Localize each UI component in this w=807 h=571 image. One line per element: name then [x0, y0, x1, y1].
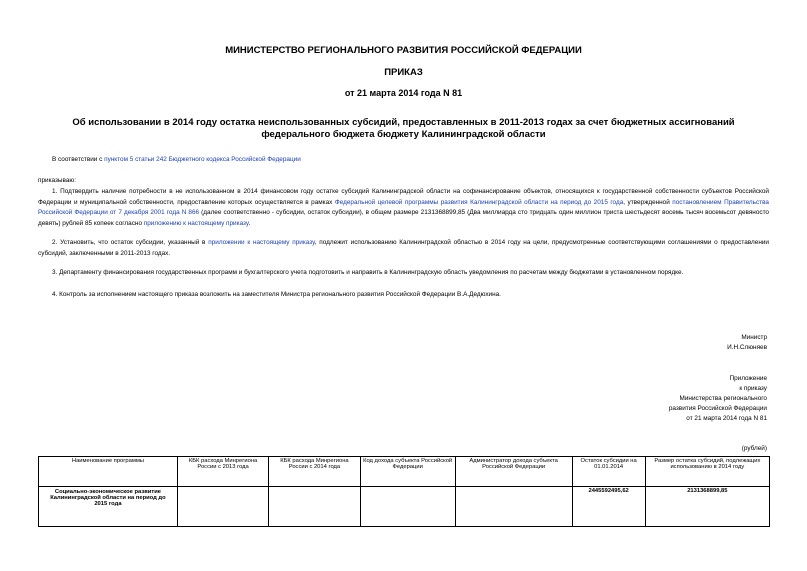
table-header-cell: Администратор дохода субъекта Российской Федерации — [455, 457, 572, 487]
paragraph-4: 4. Контроль за исполнением настоящего приказа возложить на заместителя Министра регионального развития Российской Федерации В.А.Дедюхина. — [52, 291, 501, 298]
table-cell-balance: 2445592495,62 — [572, 487, 645, 527]
p1-text-c: (далее соответственно - субсидии, остаток субсидии), в общем размере 2131368899,85 (Два миллиарда сто тридцать один миллион триста шестьдесят восемь тысяч восемьсот девяносто девять) рублей 85 копеек согласно — [38, 209, 769, 227]
subsidy-table — [38, 456, 770, 527]
p1-text-a: 1. Подтвердить наличие потребности в не использованном в 2014 финансовом году остатке субсидий Калининградской области на софинансирование объектов, относящихся к государственной собственности субъектов Российской Федерации и муниципальной собственности, предоставление которых осуществляется в рамках — [38, 188, 769, 206]
appendix-line-2: к приказу — [739, 385, 767, 392]
paragraph-2 — [38, 238, 769, 259]
signature-position: Министр — [741, 334, 767, 341]
document-title: Об использовании в 2014 году остатка неиспользованных субсидий, предоставленных в 2011-2013 годах за счет бюджетных ассигнований федерального бюджета бюджету Калининградской области — [72, 117, 735, 140]
table-header-cell: Наименование программы — [39, 457, 178, 487]
paragraph-1 — [38, 187, 769, 229]
doc-type-heading: ПРИКАЗ — [384, 67, 423, 78]
p1-text-d: . — [248, 219, 251, 227]
table-cell-amount: 2131368899,85 — [645, 487, 769, 527]
table-cell-program: Социально-экономическое развитие Калининградской области на период до 2015 года — [39, 487, 178, 527]
resolution-link[interactable]: постановлением Правительства Российской Федерации от 7 декабря 2001 года N 866 — [38, 198, 769, 216]
table-cell — [360, 487, 455, 527]
table-cell — [455, 487, 572, 527]
appendix-line-4: развития Российской Федерации — [668, 405, 767, 412]
p1-text-b: , утвержденной — [623, 198, 673, 206]
program-link[interactable]: Федеральной целевой программы развития Калининградской области на период до 2015 года — [334, 198, 624, 206]
table-header-cell: КБК расхода Минрегиона России с 2013 года — [177, 457, 268, 487]
signature-block — [727, 333, 767, 353]
paragraph-3: 3. Департаменту финансирования государственных программ и бухгалтерского учета подготовить и направить в Калининградскую область уведомления по расчетам между бюджетами в установленном порядке. — [52, 269, 684, 276]
appendix-link-1[interactable]: приложению к настоящему приказу — [143, 219, 249, 227]
appendix-line-1: Приложение — [729, 375, 767, 382]
table-cell — [177, 487, 268, 527]
table-header-cell: Код дохода субъекта Российской Федерации — [360, 457, 455, 487]
intro-text: В соответствии с — [52, 156, 105, 163]
appendix-line-5: от 21 марта 2014 года N 81 — [686, 415, 767, 422]
p2-text-b: , подлежит использованию Калининградской областью в 2014 году на цели, предусмотренные соответствующими соглашениями о предоставлении субсидий, заключенными в 2011-2013 годах. — [38, 239, 769, 257]
table-header-row — [39, 457, 770, 487]
p2-text-a: 2. Установить, что остаток субсидии, указанный в — [52, 239, 209, 246]
appendix-block — [669, 374, 767, 424]
table-row — [39, 487, 770, 527]
doc-date-number: от 21 марта 2014 года N 81 — [344, 88, 463, 98]
appendix-link-2[interactable]: приложении к настоящему приказу — [208, 239, 315, 246]
table-header-cell: КБК расхода Минрегиона России с 2014 года — [269, 457, 360, 487]
table-header-cell: Размер остатка субсидий, подлежащих использованию в 2014 году — [645, 457, 769, 487]
signature-name: И.Н.Слюняев — [727, 344, 767, 351]
appendix-line-3: Министерства регионального — [679, 395, 767, 402]
budget-code-link[interactable]: пунктом 5 статьи 242 Бюджетного кодекса Российской Федерации — [104, 156, 301, 163]
order-word: приказываю: — [38, 177, 76, 184]
intro-paragraph — [38, 155, 769, 166]
units-label: (рублей) — [741, 445, 767, 452]
table-cell — [269, 487, 360, 527]
table-header-cell: Остаток субсидии на 01.01.2014 — [572, 457, 645, 487]
ministry-heading: МИНИСТЕРСТВО РЕГИОНАЛЬНОГО РАЗВИТИЯ РОССИЙСКОЙ ФЕДЕРАЦИИ — [225, 45, 582, 56]
